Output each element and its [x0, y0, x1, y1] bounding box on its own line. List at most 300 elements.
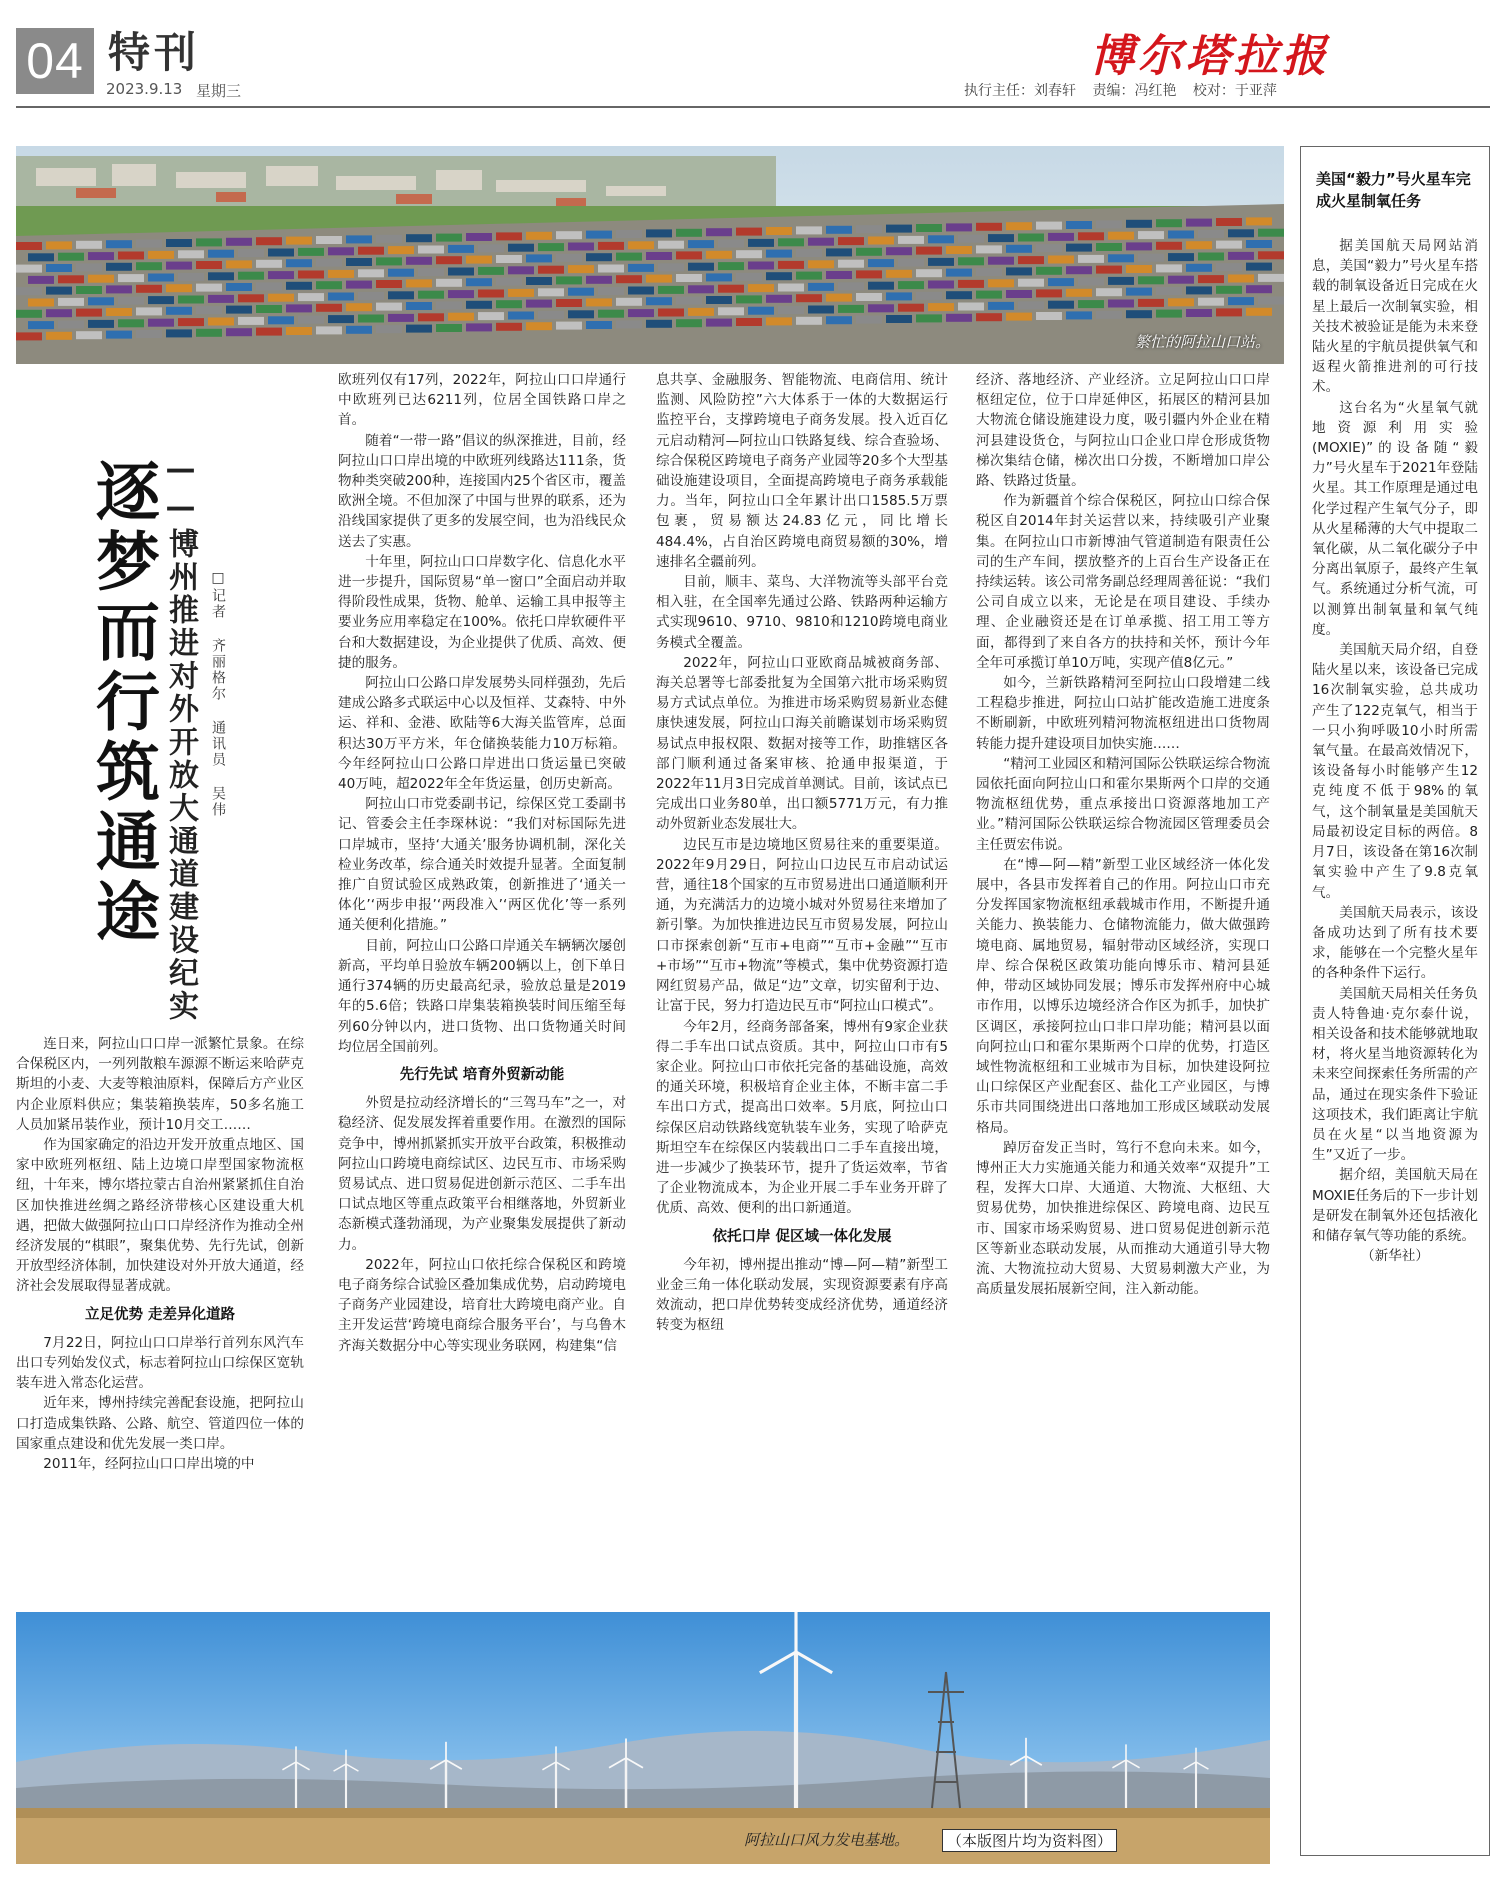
paragraph: 经济、落地经济、产业经济。立足阿拉山口口岸枢纽定位，位于口岸延伸区，拓展区的精河县加大物流仓储设施建设力度，吸引疆内外企业在精河县建设货仓，与阿拉山口企业口岸仓形成货物梯次集结仓储，梯次出口分拨，不断增加口岸公路、铁路过货量。: [976, 372, 1270, 490]
container-car: [508, 289, 534, 297]
container-car: [466, 233, 492, 241]
container-car: [76, 309, 102, 317]
container-car: [538, 266, 564, 274]
container-car: [118, 297, 144, 305]
container-car: [676, 274, 702, 282]
container-car: [916, 247, 942, 255]
container-car: [976, 245, 1002, 253]
container-car: [988, 302, 1014, 310]
container-car: [838, 282, 864, 290]
container-car: [436, 301, 462, 309]
container-car: [88, 252, 114, 260]
container-car: [1168, 276, 1194, 284]
container-car: [916, 292, 942, 300]
issue-date: 2023.9.13: [106, 80, 183, 98]
paragraph: “精河工业园区和精河国际公铁联运综合物流园依托面向阿拉山口和霍尔果斯两个口岸的交通物流枢纽优势，重点承接出口资源落地加工产业。”精河国际公铁联运综合物流园区管理委员会主任贾宏伟说。: [976, 755, 1270, 853]
container-car: [1156, 219, 1182, 227]
container-car: [1186, 241, 1212, 249]
container-car: [646, 229, 672, 237]
container-car: [448, 290, 474, 298]
container-car: [316, 281, 342, 289]
container-car: [688, 240, 714, 248]
container-car: [1156, 264, 1182, 272]
container-car: [106, 331, 132, 339]
container-car: [1006, 245, 1032, 253]
container-car: [766, 250, 792, 258]
container-car: [178, 250, 204, 258]
container-car: [46, 264, 72, 272]
paragraph: 随着“一带一路”倡议的纵深推进，目前，经阿拉山口口岸出境的中欧班列线路达111条，货物种类突破200种，连接国内25个省区市，覆盖欧洲全境。不但加深了中国与世界的联系，还为沿线国家提供了更多的发展空间，也为沿线民众送去了实惠。: [338, 432, 626, 550]
container-car: [238, 317, 264, 325]
container-car: [178, 273, 204, 281]
paragraph: 近年来，博州持续完善配套设施，把阿拉山口打造成集铁路、公路、航空、管道四位一体的国家重点建设和优先发展一类口岸。: [16, 1395, 304, 1452]
container-car: [748, 262, 774, 270]
container-car: [436, 324, 462, 332]
paragraph: 今年2月，经商务部备案，博州有9家企业获得二手车出口试点资质。其中，阿拉山口市有5家企业。阿拉山口市依托完备的基础设施，高效的通关环境，积极培育企业主体，不断丰富二手车出口方式，提高出口效率。5月底，阿拉山口综保区启动铁路线宽轨装车业务，实现了哈萨克斯坦空车在综保区内装载出口二手车直接出境，进一步减少了换装环节，提升了货运效率，节省了企业物流成本，为企业开展二手车业务开辟了优质、高效、便利的出口新通道。: [656, 1018, 948, 1217]
paragraph: 踔厉奋发正当时，笃行不怠向未来。如今，博州正大力实施通关能力和通关效率“双提升”工程，发挥大口岸、大通道、大物流、大枢纽、大贸易优势，加快推进综保区、跨境电商、边民互市、国家市场采购贸易、进口贸易促进创新示范区等新业态联动发展，从而推动大通道引导大物流、大物流拉动大贸易、大贸易刺激大产业，为高质量发展拓展新空间，注入新动能。: [976, 1139, 1270, 1298]
container-car: [1006, 267, 1032, 275]
container-car: [286, 327, 312, 335]
container-car: [358, 247, 384, 255]
container-car: [1036, 289, 1062, 297]
container-car: [868, 282, 894, 290]
container-car: [1078, 255, 1104, 263]
container-car: [226, 283, 252, 291]
container-car: [1216, 308, 1242, 316]
container-car: [796, 272, 822, 280]
top-photo-caption: 繁忙的阿拉山口站。: [1134, 333, 1270, 351]
container-car: [406, 279, 432, 287]
container-car: [946, 223, 972, 231]
paragraph: 连日来，阿拉山口口岸一派繁忙景象。在综合保税区内，一列列散粮车源源不断运来哈萨克斯坦的小麦、大麦等粮油原料，保障后方产业区内企业原料供应；集装箱换装库，50多名施工人员加紧吊装作业，预计10月交工……: [16, 1036, 304, 1133]
container-car: [466, 278, 492, 286]
container-car: [586, 321, 612, 329]
container-car: [1078, 232, 1104, 240]
container-car: [256, 282, 282, 290]
container-car: [886, 270, 912, 278]
article-column-2: [338, 370, 626, 1610]
container-car: [346, 326, 372, 334]
container-car: [1186, 286, 1212, 294]
container-car: [28, 299, 54, 307]
container-car: [436, 279, 462, 287]
container-car: [946, 269, 972, 277]
container-car: [166, 307, 192, 315]
container-car: [196, 261, 222, 269]
container-car: [616, 298, 642, 306]
container-car: [298, 271, 324, 279]
container-car: [16, 332, 42, 340]
container-car: [508, 244, 534, 252]
container-car: [406, 234, 432, 242]
container-car: [1198, 230, 1224, 238]
container-car: [898, 236, 924, 244]
container-car: [256, 237, 282, 245]
paragraph: 这台名为“火星氧气就地资源利用实验(MOXIE)”的设备随“毅力”号火星车于2021年登陆火星。其工作原理是通过电化学过程产生氧气分子，即从火星稀薄的大气中提取二氧化碳，从二氧化碳分子中分离出氧原子，最终产生氧气。系统通过分析气流，可以测算出制氧量和氧气纯度。: [1312, 399, 1478, 638]
container-car: [1258, 274, 1284, 282]
container-car: [526, 300, 552, 308]
container-car: [28, 276, 54, 284]
container-car: [898, 259, 924, 267]
container-car: [628, 241, 654, 249]
container-car: [796, 317, 822, 325]
container-car: [496, 278, 522, 286]
container-car: [418, 313, 444, 321]
container-car: [706, 319, 732, 327]
container-car: [1156, 242, 1182, 250]
container-car: [1138, 231, 1164, 239]
container-car: [286, 237, 312, 245]
container-car: [868, 237, 894, 245]
container-car: [1168, 231, 1194, 239]
container-car: [958, 257, 984, 265]
container-car: [808, 283, 834, 291]
container-car: [886, 315, 912, 323]
issue-weekday: 星期三: [196, 82, 242, 100]
container-car: [346, 235, 372, 243]
article-byline: □记者 齐丽格尔 通讯员 吴伟: [210, 570, 226, 818]
container-car: [538, 288, 564, 296]
container-car: [856, 316, 882, 324]
container-car: [628, 309, 654, 317]
container-car: [1186, 219, 1212, 227]
paragraph: 2011年，经阿拉山口口岸出境的中: [43, 1456, 255, 1473]
container-car: [1066, 221, 1092, 229]
container-car: [976, 223, 1002, 231]
container-car: [466, 256, 492, 264]
container-car: [646, 252, 672, 260]
container-car: [286, 282, 312, 290]
container-car: [238, 294, 264, 302]
container-car: [88, 320, 114, 328]
newspaper-masthead: 博尔塔拉报: [1090, 31, 1330, 82]
container-car: [658, 241, 684, 249]
paragraph: 欧班列仅有17列，2022年，阿拉山口口岸通行中欧班列已达6211列，位居全国铁路口岸之首。: [338, 372, 626, 429]
container-car: [1258, 251, 1284, 259]
container-car: [586, 253, 612, 261]
container-car: [1246, 217, 1272, 225]
container-car: [856, 270, 882, 278]
container-car: [928, 303, 954, 311]
container-car: [106, 308, 132, 316]
container-car: [316, 259, 342, 267]
container-car: [496, 232, 522, 240]
container-car: [1036, 244, 1062, 252]
container-car: [178, 318, 204, 326]
paragraph: 息共享、金融服务、智能物流、电商信用、统计监测、风险防控”六大体系于一体的大数据运行监控平台，支撑跨境电子商务发展。投入近百亿元启动精河—阿拉山口铁路复线、综合查验场、综合保税区跨境电子商务产业园等20多个大型基础设施建设项目，全面提高跨境电子商务承载能力。当年，阿拉山口全年累计出口1585.5万票包裹，贸易额达24.83亿元，同比增长484.4%，占自治区跨境电商贸易额的30%，增速排名全疆前列。: [656, 372, 948, 570]
container-car: [256, 328, 282, 336]
container-car: [766, 317, 792, 325]
container-car: [1258, 297, 1284, 305]
container-car: [376, 235, 402, 243]
container-car: [1036, 222, 1062, 230]
container-car: [388, 269, 414, 277]
container-car: [706, 273, 732, 281]
container-car: [526, 322, 552, 330]
container-car: [988, 257, 1014, 265]
container-car: [1108, 277, 1134, 285]
container-car: [208, 250, 234, 258]
container-car: [1126, 310, 1152, 318]
container-car: [1018, 301, 1044, 309]
paragraph: 阿拉山口市党委副书记，综保区党工委副书记、管委会主任李琛林说：“我们对标国际先进口岸城市，坚持‘大通关’服务协调机制，深化关检业务改革，综合通关时效提升显著。全面复制推广自贸试验区成熟政策，创新推进了‘通关一体化’‘两步申报’‘两段准入’‘两区优化’等一系列通关便利化措施。”: [338, 796, 626, 934]
container-car: [556, 276, 582, 284]
container-car: [676, 297, 702, 305]
container-car: [568, 310, 594, 318]
container-car: [436, 256, 462, 264]
container-car: [1228, 252, 1254, 260]
container-car: [148, 274, 174, 282]
container-car: [568, 243, 594, 251]
sidebar-headline: 美国“毅力”号火星车完成火星制氧任务: [1316, 170, 1471, 210]
container-car: [898, 281, 924, 289]
container-car: [1096, 288, 1122, 296]
container-car: [1156, 310, 1182, 318]
container-car: [1066, 244, 1092, 252]
container-car: [196, 329, 222, 337]
container-car: [838, 260, 864, 268]
container-car: [808, 238, 834, 246]
container-car: [826, 294, 852, 302]
container-car: [88, 297, 114, 305]
container-car: [76, 241, 102, 249]
container-car: [1006, 313, 1032, 321]
container-car: [226, 306, 252, 314]
container-car: [268, 271, 294, 279]
proofreader: 校对：于亚萍: [1192, 83, 1277, 99]
container-car: [436, 234, 462, 242]
container-car: [718, 285, 744, 293]
paragraph: 目前，顺丰、菜鸟、大洋物流等头部平台竞相入驻，在全国率先通过公路、铁路两种运输方式实现9610、9710、9810和1210跨境电商业务模式全覆盖。: [656, 574, 948, 651]
paragraph: 边民互市是边境地区贸易往来的重要渠道。2022年9月29日，阿拉山口边民互市启动试运营，通往18个国家的互市贸易进出口通道顺利开通，为充满活力的边境小城对外贸易往来增加了新引擎。为加快推进边民互市贸易发展，阿拉山口市探索创新“互市+电商”“互市+金融”“互市+市场”“互市+物流”等模式，集中优势资源打造网红贸易产品，做足“边”文章，切实留利于边、让富于民，努力打造边民互市“阿拉山口模式”。: [656, 836, 948, 1015]
container-car: [46, 332, 72, 340]
section-heading: 依托口岸 促区域一体化发展: [712, 1228, 892, 1245]
container-car: [106, 285, 132, 293]
container-car: [1036, 267, 1062, 275]
container-car: [106, 263, 132, 271]
container-car: [16, 287, 42, 295]
container-car: [928, 281, 954, 289]
container-car: [886, 225, 912, 233]
container-car: [496, 255, 522, 263]
container-car: [1138, 299, 1164, 307]
container-car: [796, 226, 822, 234]
container-car: [718, 262, 744, 270]
container-car: [526, 277, 552, 285]
container-car: [898, 304, 924, 312]
container-car: [928, 235, 954, 243]
container-car: [616, 253, 642, 261]
paragraph: 作为国家确定的沿边开发开放重点地区、国家中欧班列枢纽、陆上边境口岸型国家物流枢纽，十年来，博尔塔拉蒙古自治州紧紧抓住自治区加快推进丝绸之路经济带核心区建设重大机遇，把做大做强阿拉山口口岸经济作为推动全州经济发展的“棋眼”，聚集优势、先行先试，创新开放型经济体制，加快建设对外开放大通道，经济社会发展取得显著成就。: [16, 1137, 304, 1295]
section-editor: 责编：冯红艳: [1092, 83, 1177, 99]
container-car: [1096, 220, 1122, 228]
container-car: [766, 272, 792, 280]
article-subheadline: ——博州推进对外开放大通道建设纪实: [163, 452, 198, 1023]
container-car: [376, 325, 402, 333]
container-car: [148, 251, 174, 259]
bottom-photo-caption: 阿拉山口风力发电基地。: [744, 1831, 910, 1849]
container-car: [766, 295, 792, 303]
container-car: [406, 257, 432, 265]
paragraph: 据介绍，美国航天局在MOXIE任务后的下一步计划是研发在制氧外还包括液化和储存氧气等功能的系统。: [1312, 1167, 1478, 1244]
container-car: [388, 314, 414, 322]
container-car: [448, 268, 474, 276]
container-car: [676, 251, 702, 259]
container-car: [208, 295, 234, 303]
container-car: [28, 253, 54, 261]
container-car: [316, 236, 342, 244]
container-car: [28, 321, 54, 329]
paragraph: 2022年，阿拉山口依托综合保税区和跨境电子商务综合试验区叠加集成优势，启动跨境电子商务产业园建设，培育壮大跨境电商产业。自主开发运营‘跨境电商综合服务平台’，与乌鲁木齐海关数据分中心等实现业务联网，构建集“信: [338, 1256, 626, 1354]
container-car: [46, 309, 72, 317]
container-car: [478, 312, 504, 320]
container-car: [976, 313, 1002, 321]
container-car: [1198, 253, 1224, 261]
container-car: [136, 330, 162, 338]
container-car: [1186, 264, 1212, 272]
container-car: [766, 227, 792, 235]
container-car: [628, 264, 654, 272]
paragraph: 在“博—阿—精”新型工业区域经济一体化发展中，各县市发挥着自己的作用。阿拉山口市充分发挥国家物流枢纽承载城市作用，不断提升通关能力、换装能力、仓储物流能力，做大做强跨境电商、属地贸易，辐射带动区域经济，实现口岸、综合保税区政策功能向博乐市、精河县延伸，带动区域协同发展；博乐市发挥州府中心城市作用，以博乐边境经济合作区为抓手，加快扩区调区，承接阿拉山口非口岸功能；精河县以面向阿拉山口和霍尔果斯两个口岸的优势，打造区域性物流枢纽和工业城市为目标，加快建设阿拉山口综保区产业配套区、盐化工产业园区，与博乐市共同围绕进出口落地加工形成区域联动发展格局。: [976, 856, 1270, 1136]
container-car: [76, 286, 102, 294]
paragraph: 2022年，阿拉山口亚欧商品城被商务部、海关总署等七部委批复为全国第六批市场采购贸易方式试点单位。为推进市场采购贸易新业态健康快速发展，阿拉山口海关前瞻谋划市场采购贸易试点申报权限、数据对接等工作，助推辖区各部门顺利通过备案审核、抢通申报渠道，于2022年11月3日完成首单测试。目前，该试点已完成出口业务80单，出口额5771万元，有力推动外贸新业态发展壮大。: [656, 654, 948, 833]
paragraph: 作为新疆首个综合保税区，阿拉山口综合保税区自2014年封关运营以来，持续吸引产业聚集。在阿拉山口市新博油气管道制造有限责任公司的生产车间，摆放整齐的上百台生产设备正在持续运转。该公司常务副总经理周善征说：“我们公司自成立以来，无论是在项目建设、手续办理、企业融资还是在订单承揽、招工用工等方面，都得到了来自各方的扶持和关怀，预计今年全年可承揽订单10万吨，实现产值8亿元。”: [976, 493, 1270, 671]
container-car: [328, 315, 354, 323]
container-car: [448, 313, 474, 321]
container-car: [286, 259, 312, 267]
container-car: [916, 269, 942, 277]
container-car: [16, 265, 42, 273]
container-car: [598, 242, 624, 250]
container-car: [328, 270, 354, 278]
container-car: [1126, 265, 1152, 273]
container-car: [148, 319, 174, 327]
container-car: [196, 306, 222, 314]
container-car: [478, 290, 504, 298]
editor-credits: [964, 80, 1289, 100]
container-car: [226, 260, 252, 268]
container-car: [958, 280, 984, 288]
container-car: [778, 306, 804, 314]
container-car: [346, 303, 372, 311]
container-car: [166, 239, 192, 247]
section-heading: 先行先试 培育外贸新动能: [399, 1066, 565, 1083]
container-car: [1078, 278, 1104, 286]
container-car: [1096, 311, 1122, 319]
container-car: [196, 238, 222, 246]
chief-editor: 执行主任：刘春轩: [964, 83, 1076, 99]
article-headline: 逐梦而行筑通途: [85, 458, 160, 948]
container-car: [646, 297, 672, 305]
container-car: [1216, 241, 1242, 249]
container-car: [688, 285, 714, 293]
container-car: [976, 291, 1002, 299]
article-column-3: [656, 370, 948, 1610]
container-car: [1018, 234, 1044, 242]
railway-station-photo: [16, 146, 1284, 364]
container-car: [538, 311, 564, 319]
container-car: [808, 306, 834, 314]
container-car: [346, 258, 372, 266]
container-car: [868, 304, 894, 312]
container-car: [628, 287, 654, 295]
container-car: [556, 322, 582, 330]
container-car: [538, 243, 564, 251]
container-car: [376, 280, 402, 288]
sidebar-body: [1312, 236, 1478, 1836]
container-car: [58, 298, 84, 306]
container-car: [76, 331, 102, 339]
container-car: [298, 293, 324, 301]
container-car: [958, 303, 984, 311]
container-car: [226, 238, 252, 246]
paragraph: 目前，阿拉山口公路口岸通关车辆辆次屡创新高，平均单日验放车辆200辆以上，创下单日通行374辆的历史最高纪录，验放总量是2019年的5.6倍；铁路口岸集装箱换装时间压缩至每列60分钟以内，进口货物、出口货物通关时间均位居全国前列。: [338, 937, 626, 1055]
container-car: [208, 272, 234, 280]
container-car: [1246, 285, 1272, 293]
container-car: [1168, 298, 1194, 306]
container-car: [1138, 254, 1164, 262]
paragraph: 如今，兰新铁路精河至阿拉山口段增建二线工程稳步推进，阿拉山口站扩能改造施工进度条不断刷新，中欧班列精河物流枢纽进出口货物周转能力提升建设项目加快实施……: [976, 675, 1270, 752]
container-car: [838, 237, 864, 245]
container-car: [658, 286, 684, 294]
container-car: [286, 304, 312, 312]
container-car: [778, 238, 804, 246]
container-car: [448, 245, 474, 253]
container-car: [1108, 300, 1134, 308]
paragraph: 外贸是拉动经济增长的“三驾马车”之一，对稳经济、促发展发挥着重要作用。在激烈的国际竞争中，博州抓紧抓实开放平台政策，积极推动阿拉山口跨境电商综试区、边民互市、市场采购贸易试点、进口贸易促进创新示范区、二手车出口试点地区等重点政策平台相继落地，外贸新业态新模式蓬勃涌现，为产业聚集发展提供了新动力。: [338, 1095, 626, 1253]
container-car: [76, 263, 102, 271]
container-car: [298, 248, 324, 256]
news-source: （新华社）: [1361, 1248, 1429, 1265]
container-car: [616, 275, 642, 283]
container-car: [826, 248, 852, 256]
container-car: [1006, 290, 1032, 298]
container-car: [736, 273, 762, 281]
paragraph: 美国航天局介绍，自登陆火星以来，该设备已完成16次制氧实验，总共成功产生了122克氧气，相当于一只小狗呼吸10小时所需氧气量。在最高效情况下，该设备每小时能够产生12克纯度不低于98%的氧气，这个制氧量是美国航天局最初设定目标的两倍。8月7日，该设备在第16次制氧实验中产生了9.8克氧气。: [1312, 642, 1478, 901]
container-car: [778, 261, 804, 269]
container-car: [418, 246, 444, 254]
container-car: [988, 234, 1014, 242]
container-car: [1018, 279, 1044, 287]
article-column-4: [976, 370, 1270, 1610]
container-car: [688, 308, 714, 316]
container-car: [1228, 275, 1254, 283]
wind-farm-photo: [16, 1612, 1270, 1864]
container-car: [106, 240, 132, 248]
container-car: [988, 279, 1014, 287]
container-car: [1048, 301, 1074, 309]
container-car: [826, 316, 852, 324]
container-car: [598, 287, 624, 295]
container-car: [706, 251, 732, 259]
container-car: [1228, 229, 1254, 237]
container-car: [208, 318, 234, 326]
container-car: [658, 309, 684, 317]
container-car: [148, 296, 174, 304]
container-car: [718, 307, 744, 315]
paragraph: 7月22日，阿拉山口口岸举行首列东风汽车出口专列始发仪式，标志着阿拉山口综保区宽轨装车进入常态化运营。: [16, 1334, 304, 1392]
container-car: [118, 252, 144, 260]
section-heading: 立足优势 走差异化道路: [84, 1306, 236, 1323]
container-car: [856, 248, 882, 256]
container-car: [1198, 275, 1224, 283]
container-car: [586, 231, 612, 239]
container-car: [568, 288, 594, 296]
container-car: [1018, 256, 1044, 264]
container-car: [268, 294, 294, 302]
container-car: [376, 257, 402, 265]
container-car: [526, 232, 552, 240]
